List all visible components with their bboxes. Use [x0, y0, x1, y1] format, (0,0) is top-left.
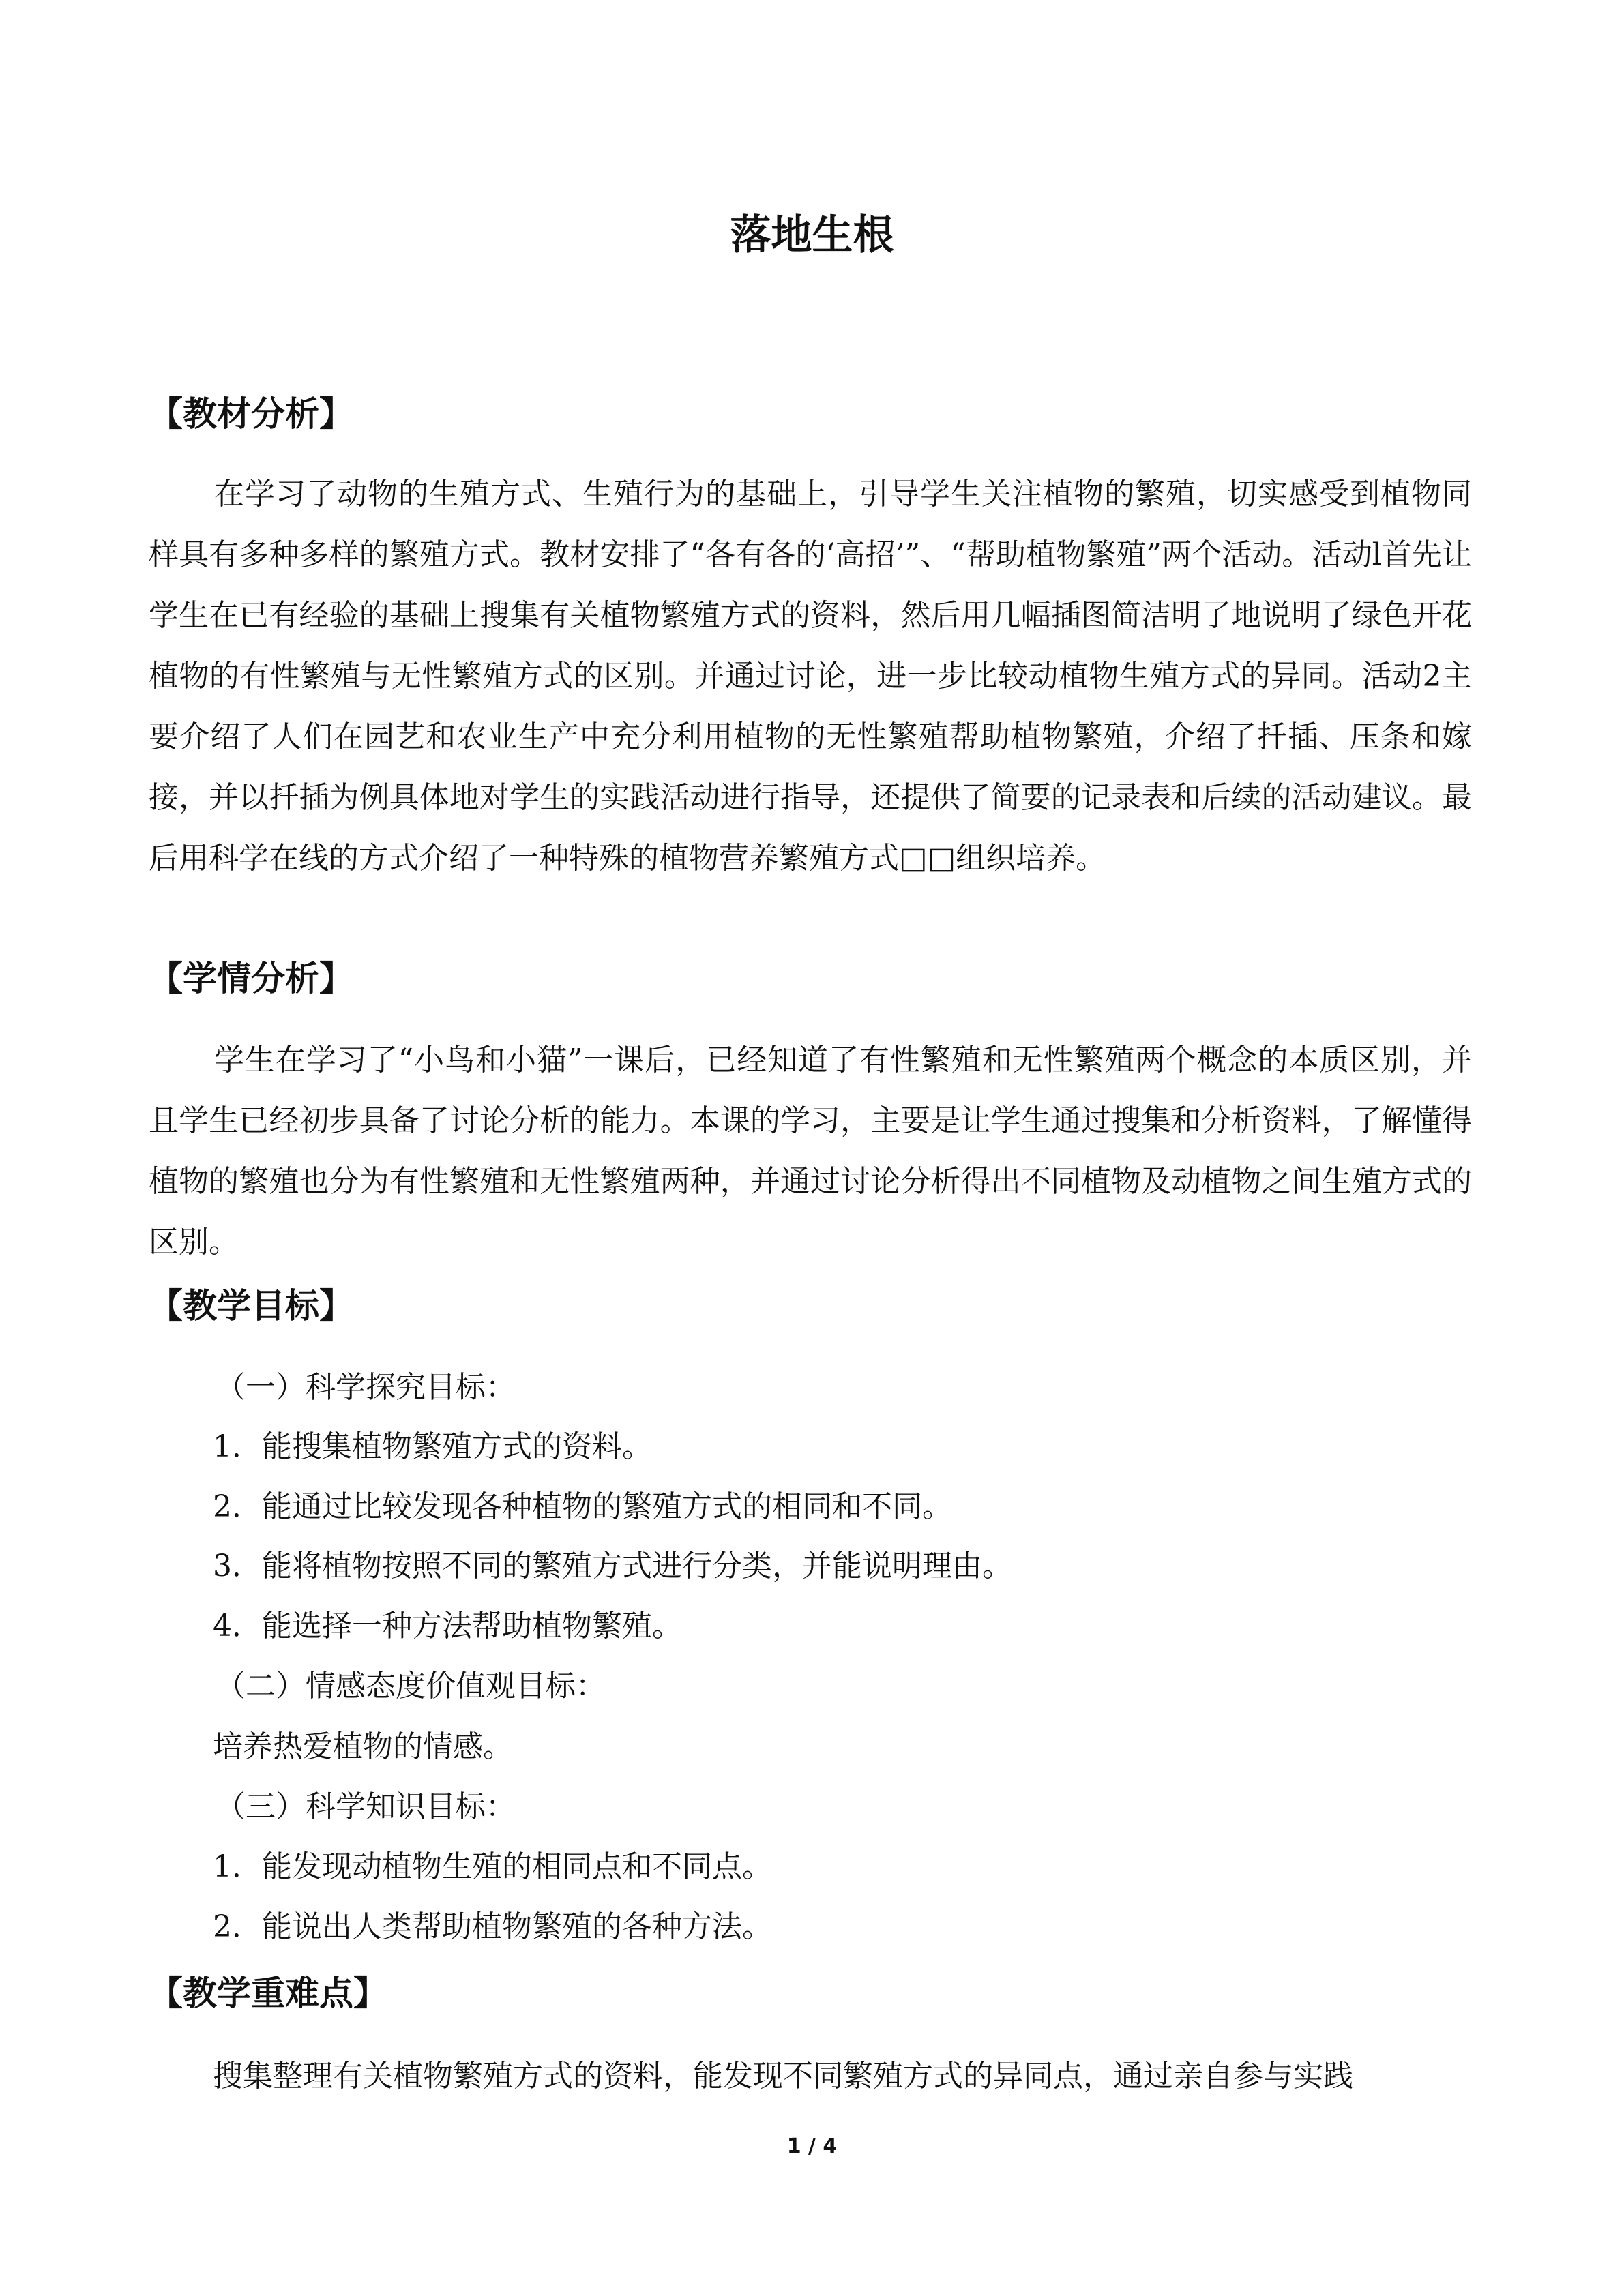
- paragraph-student-analysis: 学生在学习了“小鸟和小猫”一课后，已经知道了有性繁殖和无性繁殖两个概念的本质区别，并且学生已经初步具备了讨论分析的能力。本课的学习，主要是让学生通过搜集和分析资料，了解懂得植物的繁殖也分为有性繁殖和无性繁殖两种，并通过讨论分析得出不同植物及动植物之间生殖方式的区别。: [149, 1043, 1472, 1259]
- subheading-knowledge-goals: （三）科学知识目标：: [216, 1789, 516, 1824]
- subheading-attitude-goals: （二）情感态度价值观目标：: [216, 1669, 606, 1703]
- subheading-inquiry-goals: （一）科学探究目标：: [216, 1370, 516, 1405]
- attitude-goal-text: 培养热爱植物的情感。: [213, 1729, 513, 1764]
- goal-item: 1．能发现动植物生殖的相同点和不同点。: [213, 1849, 772, 1884]
- heading-student-analysis: 【学情分析】: [149, 959, 353, 998]
- heading-teaching-goals: 【教学目标】: [149, 1286, 353, 1326]
- paragraph-textbook-analysis: 在学习了动物的生殖方式、生殖行为的基础上，引导学生关注植物的繁殖，切实感受到植物同样具有多种多样的繁殖方式。教材安排了“各有各的‘高招’”、“帮助植物繁殖”两个活动。活动l首先让学生在已有经验的基础上搜集有关植物繁殖方式的资料，然后用几幅插图简洁明了地说明了绿色开花植物的有性繁殖与无性繁殖方式的区别。并通过讨论，进一步比较动植物生殖方式的异同。活动2主要介绍了人们在园艺和农业生产中充分利用植物的无性繁殖帮助植物繁殖，介绍了扦插、压条和嫁接，并以扦插为例具体地对学生的实践活动进行指导，还提供了简要的记录表和后续的活动建议。最后用科学在线的方式介绍了一种特殊的植物营养繁殖方式□□组织培养。: [149, 477, 1472, 876]
- page-number: 1 / 4: [786, 2134, 838, 2158]
- goal-item: 3．能将植物按照不同的繁殖方式进行分类，并能说明理由。: [213, 1549, 1012, 1583]
- page-title: 落地生根: [730, 211, 894, 259]
- goal-item: 2．能说出人类帮助植物繁殖的各种方法。: [213, 1909, 772, 1944]
- goal-item: 4．能选择一种方法帮助植物繁殖。: [213, 1609, 682, 1643]
- goal-item: 2．能通过比较发现各种植物的繁殖方式的相同和不同。: [213, 1489, 952, 1524]
- heading-textbook-analysis: 【教材分析】: [149, 394, 353, 434]
- heading-key-difficulties: 【教学重难点】: [149, 1973, 387, 2013]
- paragraph-key-difficulties: 搜集整理有关植物繁殖方式的资料，能发现不同繁殖方式的异同点，通过亲自参与实践: [213, 2059, 1353, 2093]
- goal-item: 1．能搜集植物繁殖方式的资料。: [213, 1429, 652, 1464]
